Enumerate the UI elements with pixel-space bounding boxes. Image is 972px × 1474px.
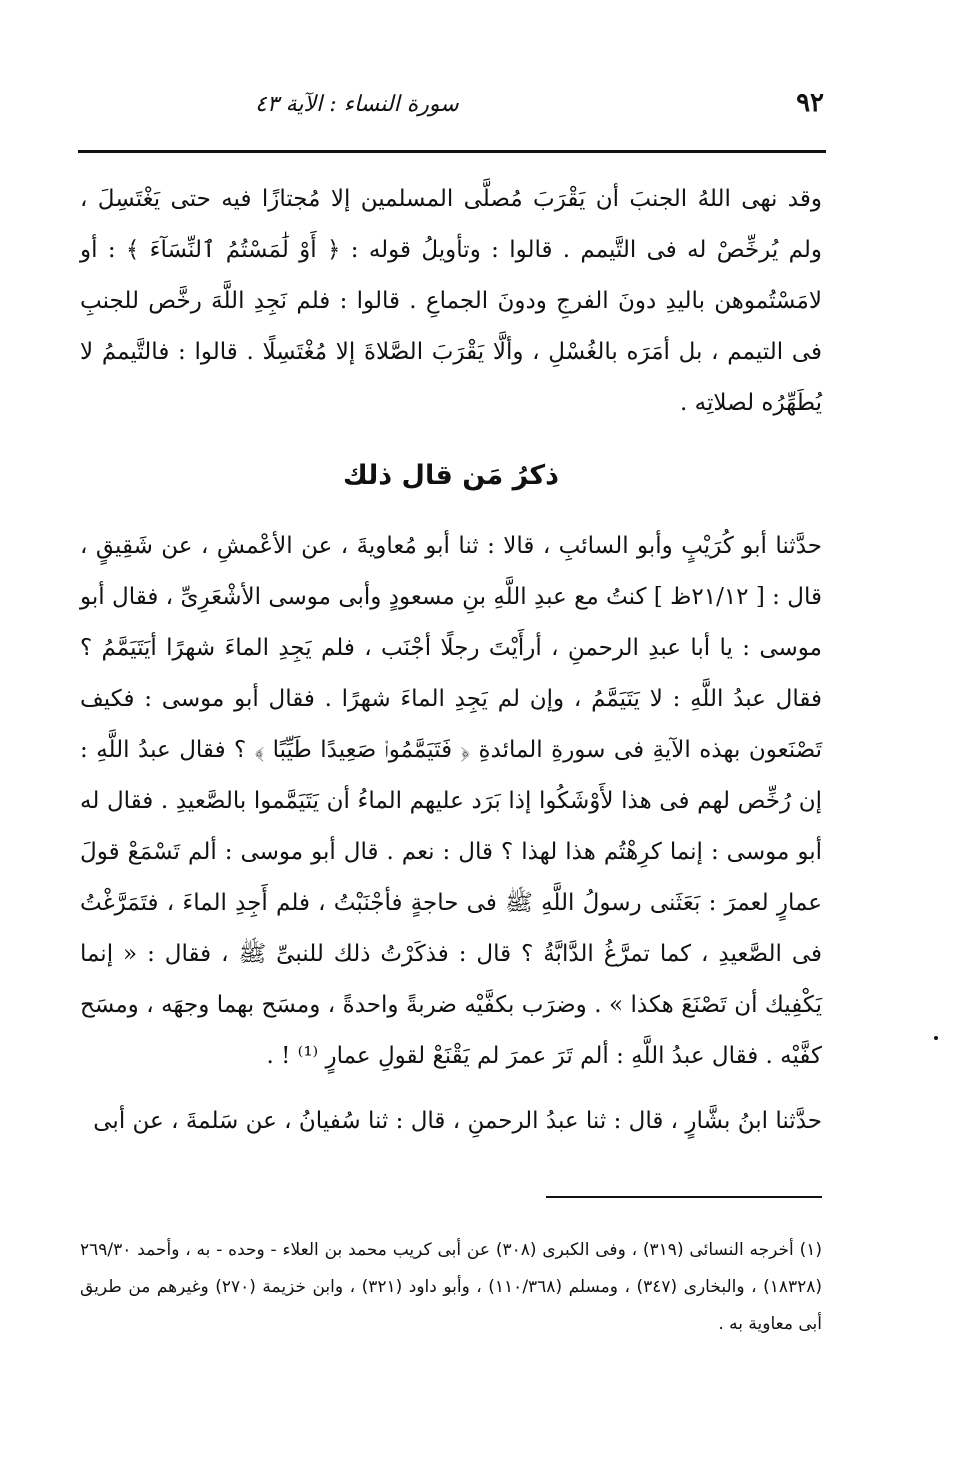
- footnote-divider: [546, 1196, 822, 1198]
- running-title: سورة النساء : الآية ٤٣: [255, 92, 459, 117]
- paragraph-3: حدَّثنا ابنُ بشَّارٍ ، قال : ثنا عبدُ الرحمنِ ، قال : ثنا سُفيانُ ، عن سَلمةَ ، عن أبى: [93, 1108, 822, 1134]
- section-heading: ذكرُ مَن قال ذلك: [343, 460, 559, 491]
- paragraph-1: وقد نهى اللهُ الجنبَ أن يَقْرَبَ مُصلَّى المسلمين إلا مُجتازًا فيه حتى يَغْتَسِلَ ، ولم يُرخِّصْ له فى التَّيمم . قالوا : وتأويلُ قوله : ﴿ أَوْ لَٰمَسْتُمُ ٱلنِّسَآءَ ﴾ : أو لامَسْتُموهن باليدِ دونَ الفرجِ ودونَ الجماعِ . قالوا : فلم نَجِدِ اللَّهَ رخَّص للجنبِ فى التيمم ، بل أمَرَه بالغُسْلِ ، وألَّا يَقْرَبَ الصَّلاةَ إلا مُغْتَسِلًا . قالوا : فالتَّيممُ لا يُطَهِّرُه لصلاتِه .: [80, 186, 822, 416]
- page-number: ٩٢: [796, 88, 824, 118]
- page-header: [80, 88, 824, 132]
- main-text: [80, 174, 822, 1147]
- paragraph-2: حدَّثنا أبو كُرَيْبٍ وأبو السائبِ ، قالا : ثنا أبو مُعاويةَ ، عن الأعْمشِ ، عن شَقِيقٍ ، قال : [ ٢١/١٢ظ ] كنتُ مع عبدِ اللَّهِ بنِ مسعودٍ وأبى موسى الأشْعَرِىِّ ، فقال أبو موسى : يا أبا عبدِ الرحمنِ ، أرأَيْتَ رجلًا أجْنَب ، فلم يَجِدِ الماءَ شهرًا أيَتَيَمَّمُ ؟ فقال عبدُ اللَّهِ : لا يَتَيَمَّمُ ، وإن لم يَجِدِ الماءَ شهرًا . فقال أبو موسى : فكيف تَصْنَعون بهذه الآيةِ فى سورةِ المائدةِ ﴿ فَتَيَمَّمُوا۟ صَعِيدًا طَيِّبًا ﴾ ؟ فقال عبدُ اللَّهِ : إن رُخِّص لهم فى هذا لأَوْشَكُوا إذا بَرَد عليهم الماءُ أن يَتَيَمَّموا بالصَّعيدِ . فقال له أبو موسى : إنما كرِهْتُم هذا لهذا ؟ قال : نعم . قال أبو موسى : ألم تَسْمَعْ قولَ عمارٍ لعمرَ : بَعَثَنى رسولُ اللَّهِ ﷺ فى حاجةٍ فأجْنَبْتُ ، فلم أَجِدِ الماءَ ، فتَمَرَّغْتُ فى الصَّعيدِ ، كما تمرَّغُ الدَّابَّةُ ؟ قال : فذكَرْتُ ذلك للنبىِّ ﷺ ، فقال : « إنما يَكْفِيك أن تَصْنَعَ هكذا » . وضرَب بكفَّيْه ضربةً واحدةً ، ومسَح بهما وجهَه ، ومسَح كفَّيْه . فقال عبدُ اللَّهِ : ألم تَرَ عمرَ لم يَقْنَعْ لقولِ عمارٍ ⁽¹⁾ ! .: [80, 533, 822, 1069]
- footnote: (١) أخرجه النسائى (٣١٩) ، وفى الكبرى (٣٠٨) عن أبى كريب محمد بن العلاء - وحده - به ، وأحمد ٢٦٩/٣٠ (١٨٣٢٨) ، والبخارى (٣٤٧) ، ومسلم (١١٠/٣٦٨) ، وأبو داود (٣٢١) ، وابن خزيمة (٢٧٠) وغيرهم من طريق أبى معاوية به .: [80, 1240, 822, 1334]
- margin-mark: [934, 1036, 938, 1040]
- header-divider: [78, 150, 826, 153]
